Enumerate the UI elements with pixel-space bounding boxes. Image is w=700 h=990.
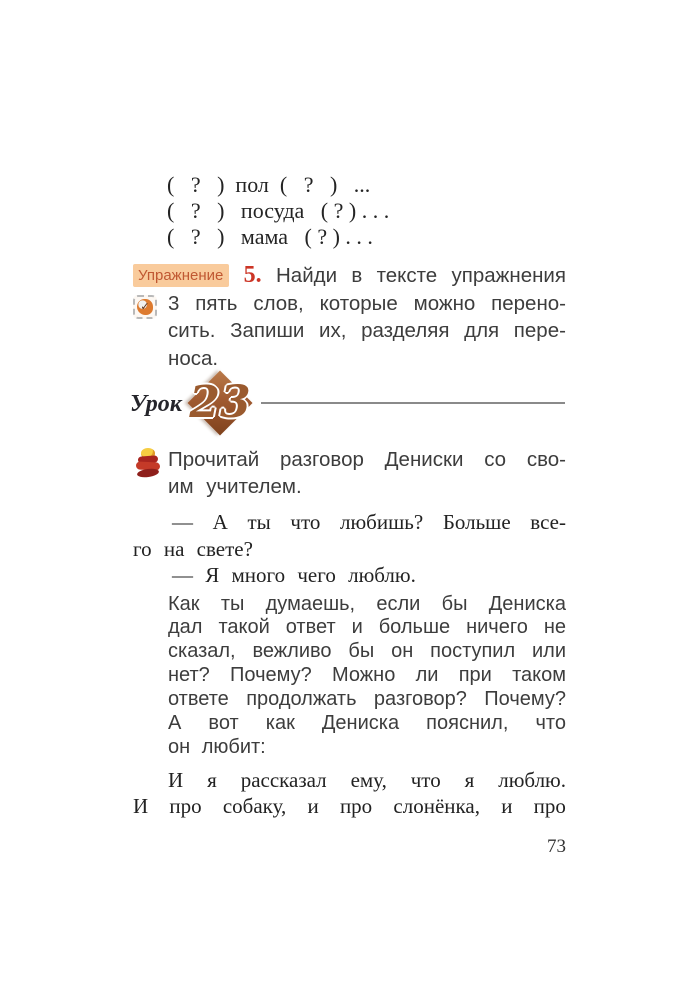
reading-text-line: им учителем. xyxy=(168,475,302,498)
dialogue-line: — Я много чего люблю. xyxy=(172,563,416,587)
write-check-icon xyxy=(133,295,157,319)
quote-line: И про собаку, и про слонёнка, и про xyxy=(133,794,566,819)
story-quote xyxy=(133,767,566,820)
discussion-line: он любит: xyxy=(168,735,266,758)
reading-toy-icon xyxy=(135,448,161,478)
reading-task xyxy=(133,446,566,500)
lesson-label: Урок xyxy=(130,391,182,417)
word-pattern-line: ( ? ) мама ( ? ) . . . xyxy=(167,224,373,249)
discussion-line: А вот как Дениска пояснил, что xyxy=(168,712,566,735)
exercise-first-line-word: в xyxy=(351,264,363,287)
page-number: 73 xyxy=(547,835,566,857)
lesson-23-header xyxy=(130,372,566,436)
dialogue-line: — А ты что любишь? Больше все- xyxy=(172,510,566,534)
exercise-text-line: носа. xyxy=(168,346,219,370)
exercise-first-line-word: Найди xyxy=(275,264,338,287)
lesson-number: 23 xyxy=(189,377,251,428)
exercise-text-line: сить. Запиши их, разделяя для пере- xyxy=(168,319,566,342)
dialogue-line: го на свете? xyxy=(133,536,253,561)
exercise-5-section xyxy=(133,262,566,372)
write-check-icon-glyph: ✓ xyxy=(137,299,153,315)
quote-line: И я рассказал ему, что я люблю. xyxy=(168,767,566,792)
section-divider-line xyxy=(261,402,565,404)
exercise-text-line: 3 пять слов, которые можно перено- xyxy=(168,291,566,315)
page-content xyxy=(130,172,566,858)
discussion-line: Как ты думаешь, если бы Дениска xyxy=(168,592,566,615)
exercise-first-line-word: упражнения xyxy=(451,264,566,287)
reading-task-text xyxy=(168,446,566,500)
exercise-number: 5. xyxy=(243,262,262,288)
exercise-first-line-word: тексте xyxy=(376,264,438,287)
discussion-questions xyxy=(168,593,566,760)
word-pattern-list xyxy=(133,172,566,250)
discussion-line: ответе продолжать разговор? Почему? xyxy=(168,688,566,711)
word-pattern-line: ( ? ) пол ( ? ) ... xyxy=(167,172,371,197)
exercise-label-chip: Упражнение xyxy=(133,264,229,287)
reading-text-line: Прочитай разговор Дениски со сво- xyxy=(168,448,566,471)
discussion-line: нет? Почему? Можно ли при таком xyxy=(168,664,566,687)
exercise-first-line xyxy=(133,262,566,290)
discussion-line: сказал, вежливо бы он поступил или xyxy=(168,640,566,663)
dialogue-excerpt xyxy=(133,509,566,589)
word-pattern-line: ( ? ) посуда ( ? ) . . . xyxy=(167,198,390,223)
discussion-line: дал такой ответ и больше ничего не xyxy=(168,616,566,639)
exercise-task-text xyxy=(168,290,566,373)
